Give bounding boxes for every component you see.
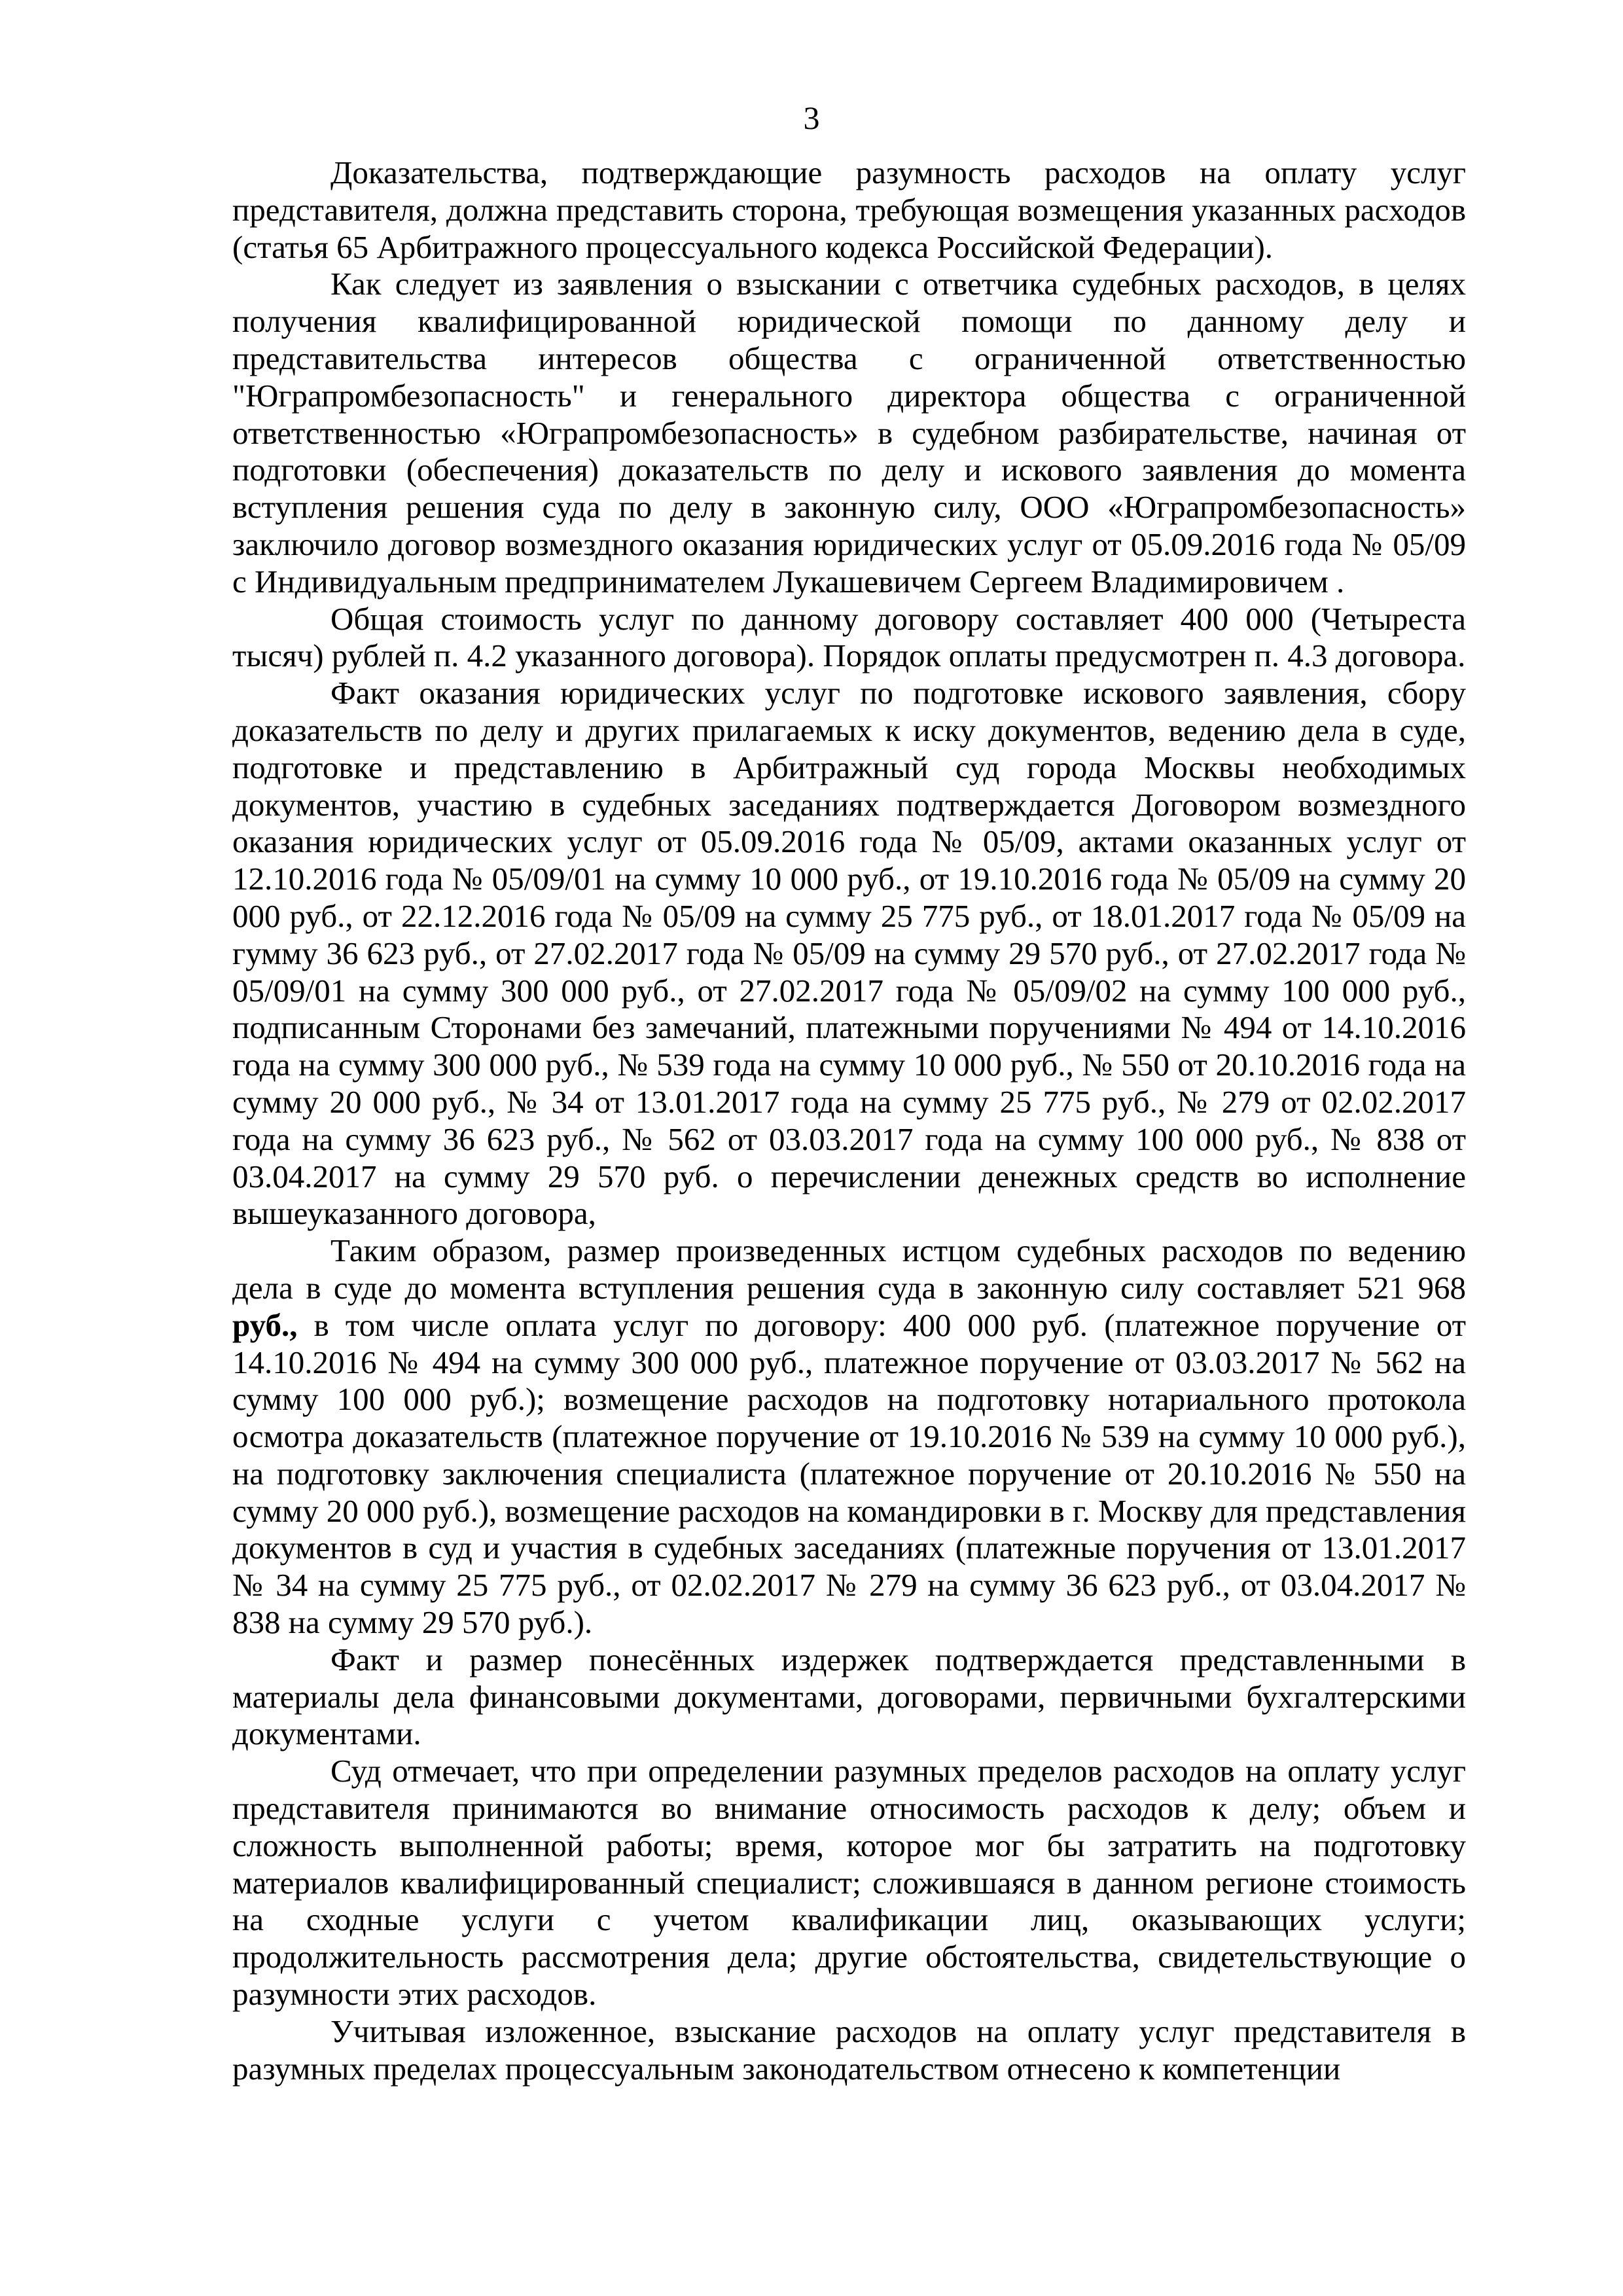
- paragraph: Общая стоимость услуг по данному договору составляет 400 000 (Четыреста тысяч) рублей п. 4.2 указанного договора). Порядок оплаты предусмотрен п. 4.3 договора.: [232, 600, 1466, 674]
- paragraph: Факт и размер понесённых издержек подтверждается представленными в материалы дела финансовыми документами, договорами, первичными бухгалтерскими документами.: [232, 1641, 1466, 1752]
- bold-amount: руб.,: [232, 1306, 298, 1343]
- page-number: 3: [803, 99, 820, 136]
- paragraph-text: Таким образом, размер произведенных истцом судебных расходов по ведению дела в суде до момента вступления решения суда в законную силу составляет 521 968: [232, 1232, 1466, 1306]
- paragraph: Как следует из заявления о взыскании с ответчика судебных расходов, в целях получения квалифицированной юридической помощи по данному делу и представительства интересов общества с ограниченной ответственностью "Юграпромбезопасность" и генерального директора общества с ограниченной ответственностью «Юграпромбезопасность» в судебном разбирательстве, начиная от подготовки (обеспечения) доказательств по делу и искового заявления до момента вступления решения суда по делу в законную силу, ООО «Юграпромбезопасность» заключило договор возмездного оказания юридических услуг от 05.09.2016 года № 05/09 с Индивидуальным предпринимателем Лукашевичем Сергеем Владимировичем .: [232, 266, 1466, 600]
- paragraph: Учитывая изложенное, взыскание расходов на оплату услуг представителя в разумных пределах процессуальным законодательством отнесено к компетенции: [232, 2013, 1466, 2087]
- paragraph: Суд отмечает, что при определении разумных пределов расходов на оплату услуг представителя принимаются во внимание относимость расходов к делу; объем и сложность выполненной работы; время, которое мог бы затратить на подготовку материалов квалифицированный специалист; сложившаяся в данном регионе стоимость на сходные услуги с учетом квалификации лиц, оказывающих услуги; продолжительность рассмотрения дела; другие обстоятельства, свидетельствующие о разумности этих расходов.: [232, 1753, 1466, 2013]
- paragraph: Доказательства, подтверждающие разумность расходов на оплату услуг представителя, должна представить сторона, требующая возмещения указанных расходов (статья 65 Арбитражного процессуального кодекса Российской Федерации).: [232, 154, 1466, 265]
- paragraph-text: в том числе оплата услуг по договору: 400 000 руб. (платежное поручение от 14.10.2016 № 494 на сумму 300 000 руб., платежное поручение от 03.03.2017 № 562 на сумму 100 000 руб.); возмещение расходов на подготовку нотариального протокола осмотра доказательств (платежное поручение от 19.10.2016 № 539 на сумму 10 000 руб.), на подготовку заключения специалиста (платежное поручение от 20.10.2016 № 550 на сумму 20 000 руб.), возмещение расходов на командировки в г. Москву для представления документов в суд и участия в судебных заседаниях (платежные поручения от 13.01.2017 № 34 на сумму 25 775 руб., от 02.02.2017 № 279 на сумму 36 623 руб., от 03.04.2017 № 838 на сумму 29 570 руб.).: [232, 1306, 1466, 1641]
- document-body: [232, 154, 1466, 2087]
- paragraph-total-expenses: [232, 1232, 1466, 1641]
- paragraph: Факт оказания юридических услуг по подготовке искового заявления, сбору доказательств по делу и других прилагаемых к иску документов, ведению дела в суде, подготовке и представлению в Арбитражный суд города Москвы необходимых документов, участию в судебных заседаниях подтверждается Договором возмездного оказания юридических услуг от 05.09.2016 года № 05/09, актами оказанных услуг от 12.10.2016 года № 05/09/01 на сумму 10 000 руб., от 19.10.2016 года № 05/09 на сумму 20 000 руб., от 22.12.2016 года № 05/09 на сумму 25 775 руб., от 18.01.2017 года № 05/09 на гумму 36 623 руб., от 27.02.2017 года № 05/09 на сумму 29 570 руб., от 27.02.2017 года № 05/09/01 на сумму 300 000 руб., от 27.02.2017 года № 05/09/02 на сумму 100 000 руб., подписанным Сторонами без замечаний, платежными поручениями № 494 от 14.10.2016 года на сумму 300 000 руб., № 539 года на сумму 10 000 руб., № 550 от 20.10.2016 года на сумму 20 000 руб., № 34 от 13.01.2017 года на сумму 25 775 руб., № 279 от 02.02.2017 года на сумму 36 623 руб., № 562 от 03.03.2017 года на сумму 100 000 руб., № 838 от 03.04.2017 на сумму 29 570 руб. о перечислении денежных средств во исполнение вышеуказанного договора,: [232, 675, 1466, 1232]
